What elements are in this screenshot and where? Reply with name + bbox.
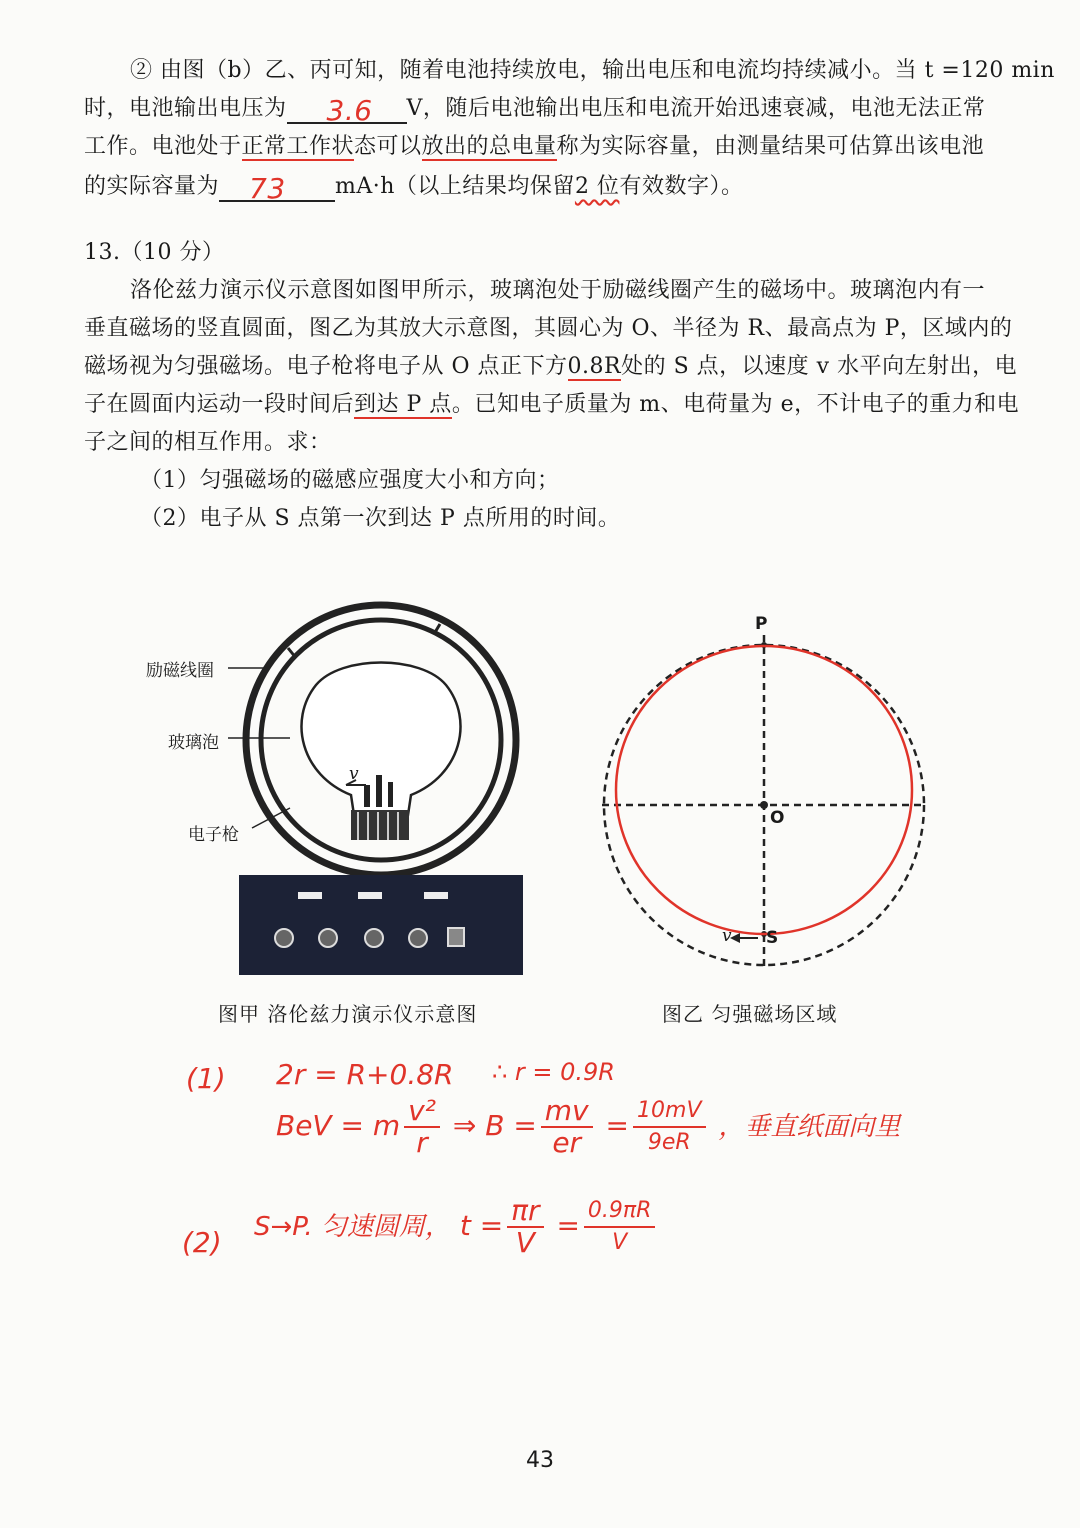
numerator: mv [541,1096,593,1128]
solution-1-line1a: 2r = R+0.8R [276,1058,454,1091]
text: 处的 S 点，以速度 v 水平向左射出，电 [621,354,1018,379]
text: ⇒ B = [452,1109,537,1142]
text: V，随后电池输出电压和电流开始迅速衰减，电池无法正常 [406,96,986,121]
label-velocity-a: v [349,764,359,784]
q13-header: 13.（10 分） [84,240,225,265]
knob [365,929,383,947]
figure-b-caption: 图乙 匀强磁场区域 [662,1002,838,1026]
text: = [605,1109,630,1142]
fraction [584,1196,656,1258]
wavy-underlined-text: 2 位 [574,174,620,199]
denominator: V [612,1230,628,1255]
text: = [556,1209,580,1242]
denominator: 9eR [647,1130,691,1155]
text: t = [459,1209,504,1242]
label-p: P [755,614,768,634]
numerator: 10mV [633,1096,705,1128]
part2-line2 [84,94,1016,127]
text: BeV = m [276,1109,401,1142]
answer-capacity: 73 [249,172,286,205]
fraction [404,1096,440,1158]
label-s: S [766,928,779,948]
underlined-text: 正常工作状 [241,134,355,159]
solution-2-number: (2) [182,1226,222,1259]
underlined-text: 0.8R [567,354,622,379]
part2-line1: ② 由图（b）乙、丙可知，随着电池持续放电，输出电压和电流均持续减小。当 t =120 min [130,58,1055,83]
fraction [507,1196,543,1258]
q13-paragraph-4 [84,390,1020,420]
knob [409,929,427,947]
denominator: er [552,1126,582,1159]
solution-2-line [254,1196,659,1258]
text: 工作。电池处于 [84,134,242,159]
text: 磁场视为匀强磁场。电子枪将电子从 O 点正下方 [84,354,568,379]
q13-paragraph-5: 子之间的相互作用。求： [84,430,332,455]
field-direction: ，垂直纸面向里 [718,1112,901,1142]
q13-paragraph-1: 洛伦兹力演示仪示意图如图甲所示，玻璃泡处于励磁线圈产生的磁场中。玻璃泡内有一 [130,278,986,303]
figure-b-field-region [590,620,940,980]
text: mA·h（以上结果均保留 [335,174,575,199]
solution-1-number: (1) [186,1062,226,1095]
figure-a-leaders [226,660,306,840]
answer-blank-capacity [219,172,335,205]
text: 时，电池输出电压为 [84,96,287,121]
label-velocity-b: v [722,926,732,946]
page-number: 43 [526,1448,554,1473]
center-point-o [760,801,768,809]
solution-1-line2 [276,1096,900,1158]
q13-paragraph-2: 垂直磁场的竖直圆面，图乙为其放大示意图，其圆心为 O、半径为 R、最高点为 P，区域内的 [84,316,1013,341]
numerator: v² [404,1096,440,1128]
answer-blank-voltage [287,94,407,127]
switch [448,928,464,946]
knob [319,929,337,947]
label-bulb: 玻璃泡 [168,733,219,753]
knob [275,929,293,947]
text: 子在圆面内运动一段时间后 [84,392,355,417]
part2-line3 [84,132,1016,162]
label-coil: 励磁线圈 [146,661,214,681]
label-gun: 电子枪 [188,825,239,845]
text: 有效数字）。 [619,174,744,199]
solution-1-line1b: ∴ r = 0.9R [492,1058,615,1086]
base-box [239,875,523,975]
text: 的实际容量为 [84,174,220,199]
text: 。已知电子质量为 m、电荷量为 e，不计电子的重力和电 [451,392,1020,417]
text: 称为实际容量，由测量结果可估算出该电池 [556,134,985,159]
answer-voltage: 3.6 [326,94,373,127]
q13-subquestion-2: （2）电子从 S 点第一次到达 P 点所用的时间。 [140,506,621,531]
numerator: πr [507,1196,543,1228]
denominator: V [515,1226,535,1259]
part2-line4 [84,172,1016,205]
denominator: r [416,1126,428,1159]
figure-a-caption: 图甲 洛伦兹力演示仪示意图 [218,1002,478,1026]
underlined-text: 放出的总电量 [421,134,557,159]
fraction [541,1096,593,1158]
text: S→P. 匀速圆周， [254,1212,451,1242]
fraction [633,1096,705,1158]
label-o: O [770,808,785,828]
numerator: 0.9πR [584,1196,656,1228]
text: 态可以 [354,134,422,159]
q13-subquestion-1: （1）匀强磁场的磁感应强度大小和方向； [140,468,560,493]
q13-paragraph-3 [84,352,1016,382]
underlined-text: 到达 P 点 [354,392,452,417]
